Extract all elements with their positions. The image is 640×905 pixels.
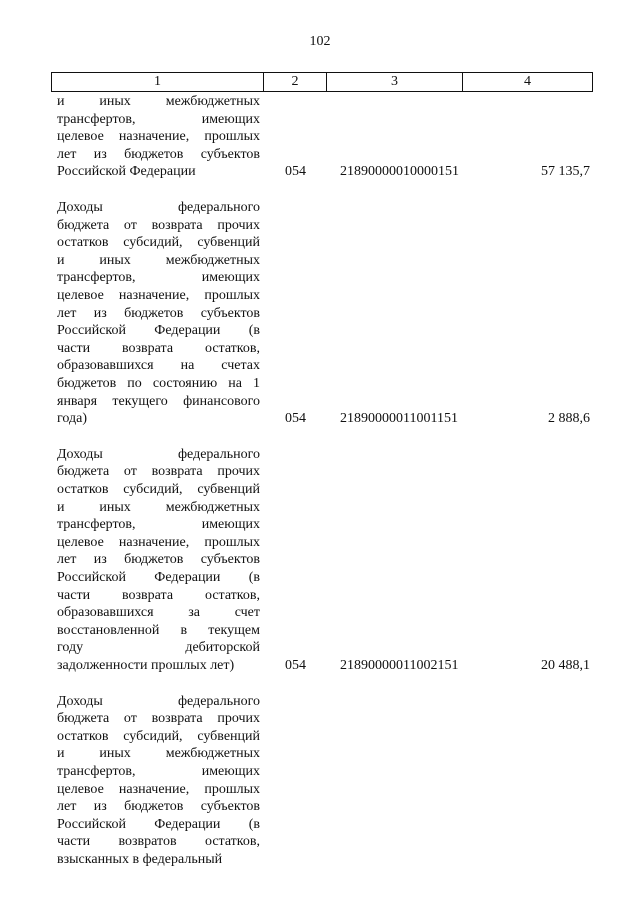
description-line: и иных межбюджетных (57, 252, 260, 268)
budget-classification-code: 21890000011002151 (340, 658, 459, 673)
description-line: Доходы федерального (57, 693, 260, 709)
page-number: 102 (309, 34, 331, 49)
description-line: лет из бюджетов субъектов (57, 146, 260, 162)
header-col-2: 2 (264, 73, 327, 91)
header-col-1: 1 (52, 73, 264, 91)
description-line: Российской Федерации (в (57, 569, 260, 585)
admin-code: 054 (285, 411, 306, 427)
header-col-3: 3 (327, 73, 463, 91)
description-line: и иных межбюджетных (57, 94, 260, 109)
table-header (51, 72, 593, 92)
description-line: целевое назначение, прошлых (57, 287, 260, 303)
row-description (57, 199, 260, 428)
description-line: трансфертов, имеющих (57, 270, 260, 286)
description-line: Российской Федерации (в (57, 323, 260, 339)
admin-code: 054 (285, 658, 306, 673)
description-line: остатков субсидий, субвенций (57, 728, 260, 744)
row-description (57, 93, 260, 181)
description-line: года) (57, 411, 87, 427)
description-line: бюджетов по состоянию на 1 (57, 375, 260, 391)
description-line: лет из бюджетов субъектов (57, 552, 260, 568)
row-description (57, 693, 260, 869)
description-line: образовавшихся за счет (57, 605, 260, 621)
row-description (57, 446, 260, 675)
description-line: части возврата остатков, (57, 587, 260, 603)
description-line: и иных межбюджетных (57, 746, 260, 762)
description-line: целевое назначение, прошлых (57, 781, 260, 797)
description-line: части возврата остатков, (57, 340, 260, 356)
budget-classification-code: 21890000010000151 (340, 164, 459, 180)
description-line: восстановленной в текущем (57, 622, 260, 638)
description-line: бюджета от возврата прочих (57, 464, 260, 480)
description-line: образовавшихся на счетах (57, 358, 260, 374)
header-col-4: 4 (524, 74, 531, 89)
amount: 2 888,6 (548, 411, 590, 427)
amount: 57 135,7 (541, 164, 590, 180)
description-line: бюджета от возврата прочих (57, 711, 260, 727)
description-line: части возвратов остатков, (57, 834, 260, 850)
budget-classification-code: 21890000011001151 (340, 411, 458, 427)
admin-code: 054 (285, 164, 306, 180)
description-line: году дебиторской (57, 640, 260, 656)
description-line: лет из бюджетов субъектов (57, 305, 260, 321)
description-line: бюджета от возврата прочих (57, 217, 260, 233)
description-line: задолженности прошлых лет) (57, 657, 235, 673)
description-line: целевое назначение, прошлых (57, 534, 260, 550)
description-line: Доходы федерального (57, 200, 260, 215)
description-line: трансфертов, имеющих (57, 763, 260, 779)
amount: 20 488,1 (541, 658, 590, 673)
description-line: остатков субсидий, субвенций (57, 481, 260, 497)
description-line: взысканных в федеральный (57, 851, 223, 867)
description-line: и иных межбюджетных (57, 499, 260, 515)
description-line: трансфертов, имеющих (57, 111, 260, 127)
description-line: Доходы федерального (57, 446, 260, 462)
description-line: Российской Федерации (57, 164, 196, 180)
description-line: трансфертов, имеющих (57, 517, 260, 533)
description-line: целевое назначение, прошлых (57, 129, 260, 145)
description-line: Российской Федерации (в (57, 816, 260, 832)
description-line: января текущего финансового (57, 393, 260, 409)
description-line: лет из бюджетов субъектов (57, 799, 260, 815)
description-line: остатков субсидий, субвенций (57, 235, 260, 251)
